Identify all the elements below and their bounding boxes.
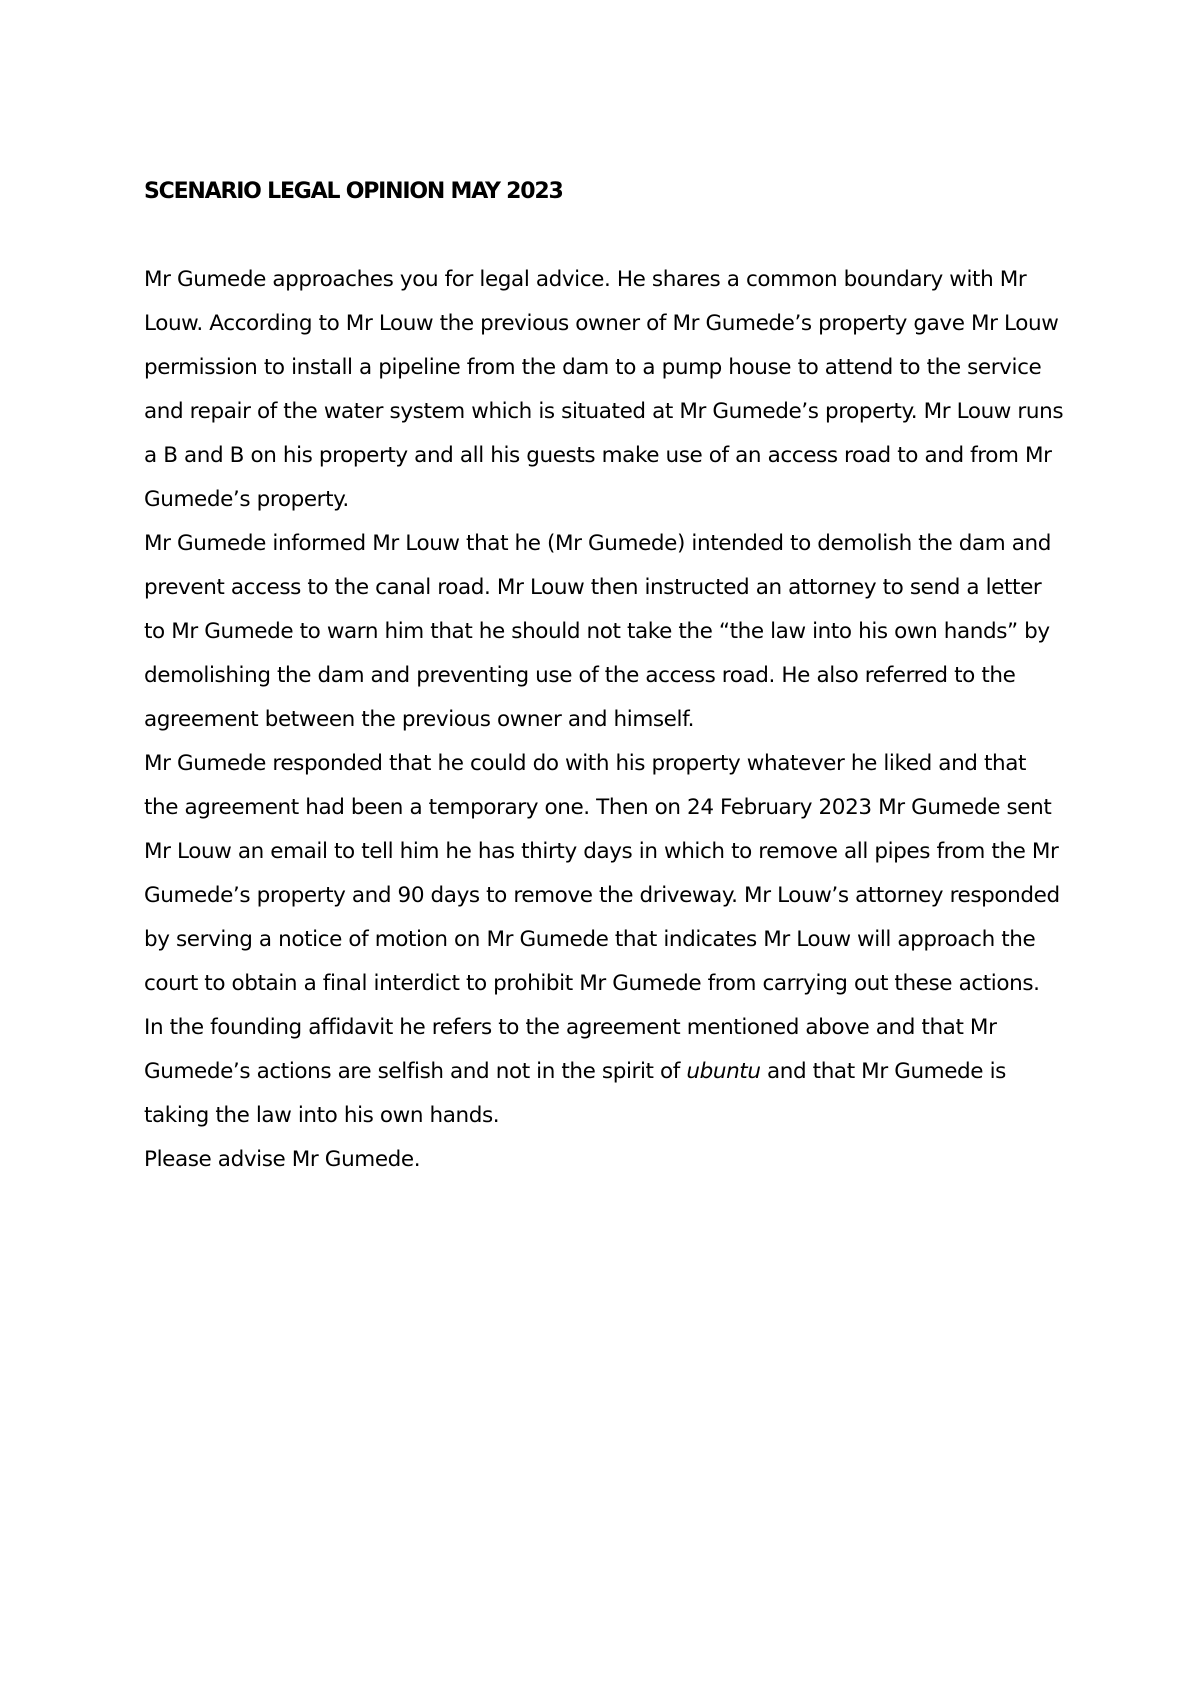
paragraph-instruction: Please advise Mr Gumede. bbox=[144, 1147, 421, 1172]
paragraph-response-and-motion bbox=[144, 742, 1064, 1138]
ubuntu-term: ubuntu bbox=[686, 1059, 761, 1084]
paragraph-response-text-before: Mr Gumede responded that he could do with his property whatever he liked and that the agreement had been a temporary one. Then on 24 February 2023 Mr Gumede sent Mr Louw an email to tell him he has thirty days in which to remove all pipes from the Mr Gumede’s property and 90 days to remove the driveway. Mr Louw’s attorney responded by serving a notice of motion on Mr Gumede that indicates Mr Louw will approach the court to obtain a final interdict to prohibit Mr Gumede from carrying out these actions. In the founding affidavit he refers to the agreement mentioned above and that Mr Gumede’s actions are selfish and not in the spirit of bbox=[144, 751, 1060, 1084]
document-title: SCENARIO LEGAL OPINION MAY 2023 bbox=[144, 179, 563, 204]
document-body bbox=[144, 170, 1064, 1182]
paragraph-background: Mr Gumede approaches you for legal advice. He shares a common boundary with Mr Louw. According to Mr Louw the previous owner of Mr Gumede’s property gave Mr Louw permission to install a pipeline from the dam to a pump house to attend to the service and repair of the water system which is situated at Mr Gumede’s property. Mr Louw runs a B and B on his property and all his guests make use of an access road to and from Mr Gumede’s property. bbox=[144, 267, 1064, 512]
paragraph-response-text-after: and that Mr Gumede is taking the law into his own hands. bbox=[144, 1059, 1006, 1128]
paragraph-demolition-notice: Mr Gumede informed Mr Louw that he (Mr Gumede) intended to demolish the dam and prevent access to the canal road. Mr Louw then instructed an attorney to send a letter to Mr Gumede to warn him that he should not take the “the law into his own hands” by demolishing the dam and preventing use of the access road. He also referred to the agreement between the previous owner and himself. bbox=[144, 531, 1052, 732]
